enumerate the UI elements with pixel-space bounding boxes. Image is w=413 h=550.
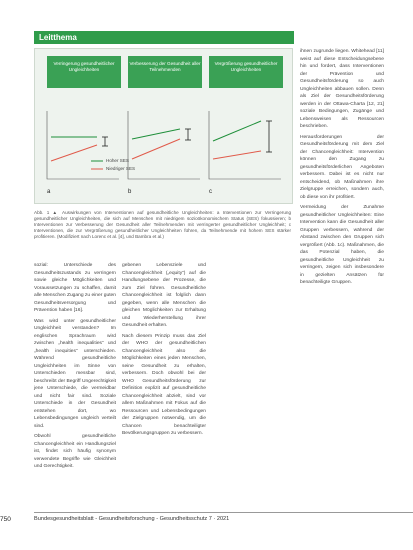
panel-b-label: Verbesserung der Gesundheit aller Teilnehmenden [128,56,202,88]
column-left [34,262,116,474]
figure-caption: Abb. 1 ▲ Auswirkungen von Interventionen auf gesundheitliche Ungleichheiten: a Interventionen zur Verringerung gesundheitlicher Ungleichheiten, die sich auf Menschen mit niedrigem sozioökonomischem Status (SES) fokussieren; b Interventionen zur Verbesserung der Gesundheit aller Teilnehmenden mit verringerter gesundheitlicher Ungleichheit; c Interventionen, die zur Vergrößerung gesundheitlicher Ungleichheiten führen, da Teilnehmende mit hohem SES stärker profitieren. (Modifiziert nach Lorenc et al. [4], und Bambra et al.) [34,210,291,240]
legend-low-ses: Niedriger SES [106,166,136,171]
paragraph: gebenen Lebensziele und Chancengleichheit („equity“) auf die Handlungsebene der Prozesse, die zum Ziel führen. Gesundheitliche Chancengleichheit ist folglich dann gegeben, wenn alle Menschen die gleichen Möglichkeiten zur Erhaltung und Wiederherstellung ihrer Gesundheit erhalten. [122,263,206,328]
column-middle [122,262,206,441]
paragraph: Obwohl gesundheitliche Chancengleichheit ein Handlungsziel ist, findet sich häufig synonym verwendete Begriffe wie Gleichheit und Gerechtigkeit. [34,434,116,469]
paragraph: Herausforderungen der Gesundheitsförderung mit dem Ziel der Chancengleichheit: Intervention können den Zugang zu gesundheitsförderlichen Angeboten verbessern. Dabei ist es nicht nur entscheidend, ob Maßnahmen ihre Zielgruppe erreichen, sondern auch, ob diese von ihr profitiert. [300,134,384,200]
graph-b [128,111,200,179]
paragraph: ihnen zugrunde liegen. Whitehead [11] weist auf diese Entscheidungsebene hin und fordert, dass Interventionen der Prävention und Gesundheitsförderung so auch Ungleichheiten abbauen sollen. Denn als Ziel der Gesundheitsförderung werden in der Ottawa-Charta [12, 21] soziale Bedingungen, Zugänge und Lebensweisen als Ressourcen beschrieben. [300,49,384,129]
panel-a-letter: a [47,189,51,195]
section-label: Leitthema [34,31,294,44]
column-right [300,48,384,290]
figure-graphs [35,49,292,203]
graph-c [209,111,281,179]
paragraph: sozial: Unterschiede des Gesundheitszustands zu verringern sowie gleiche Möglichkeiten und Voraussetzungen zu schaffen, damit alle Menschen Zugang zu einer guten Gesundheitsversorgung und Prävention haben [16]. [34,263,116,313]
footer-divider [34,512,413,513]
page-number: 750 [0,516,11,523]
panel-c-letter: c [209,189,212,195]
paragraph: Nach diesem Prinzip muss das Ziel der WHO der gesundheitlichen Chancengleichheit also die Möglichkeiten eines jeden Menschen, seine Gesundheit zu erhalten, verbessern. Doch obwohl bei der WHO Gesundheitsförderung zur Definition explizit auf gesundheitliche Chancengleichheit abzielt, sind vor allem Maßnahmen mit Fokus auf die Ressourcen und Lebensbedingungen der Zielgruppen notwendig, um die Chancen benachteiligter Bevölkerungsgruppen zu verbessern. [122,333,206,436]
panel-c-label: Vergrößerung gesundheitlicher Ungleichheiten [209,56,283,88]
legend [91,161,103,169]
panel-b-letter: b [128,189,132,195]
panel-a-label: Verringerung gesundheitlicher Ungleichheiten [47,56,121,88]
figure [34,48,293,204]
journal-footer: Bundesgesundheitsblatt - Gesundheitsforschung - Gesundheitsschutz 7 · 2021 [34,516,230,522]
legend-high-ses: Hoher SES [106,158,129,163]
paragraph: Vermeidung der Zunahme gesundheitlicher Ungleichheiten: Eine Intervention kann die Gesundheit aller Gruppen verbessern, während der Abstand zwischen den Gruppen sich vergrößert (Abb. 1c). Maßnahmen, die das Potenzial haben, die gesundheitliche Ungleichheit zu verringern, zeigen sich insbesondere in gezielten Ansätzen für benachteiligte Gruppen. [300,205,384,285]
paragraph: Was wird unter gesundheitlicher Ungleichheit verstanden? Im englischen Sprachraum wird zwischen „health inequalities“ und „health inequities“ unterschieden. Während gesundheitliche Ungleichheiten im Sinne von Unterschieden messbar sind, beschreibt der Begriff Ungerechtigkeit jene Unterschiede, die vermeidbar und nicht fair sind. Soziale Unterschiede in der Gesundheit entstehen dort, wo Lebensbedingungen ungleich verteilt sind. [34,318,116,429]
